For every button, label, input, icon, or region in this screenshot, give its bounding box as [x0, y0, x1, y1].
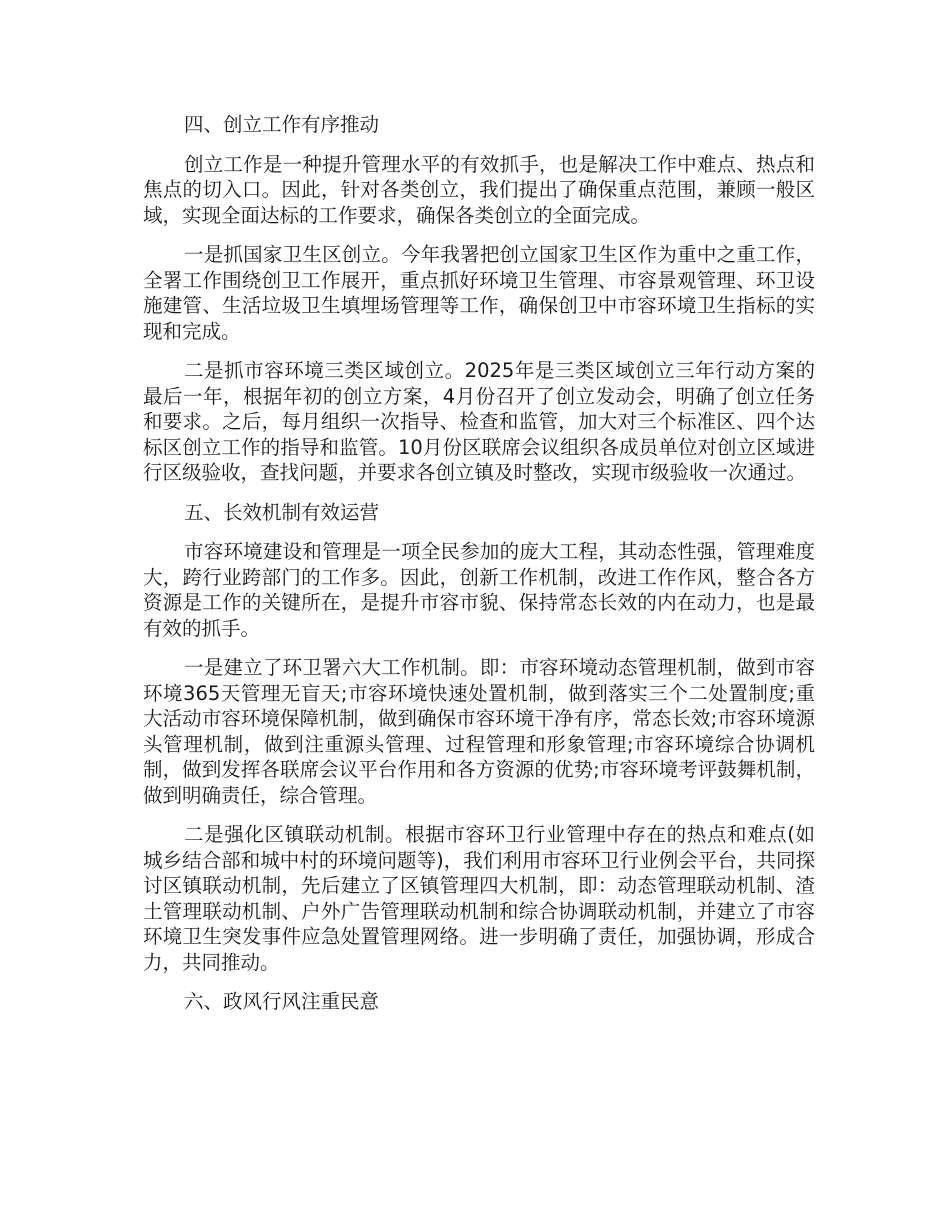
section-5-paragraph-1: 市容环境建设和管理是一项全民参加的庞大工程，其动态性强，管理难度大，跨行业跨部门的工作多。因此，创新工作机制，改进工作作风，整合各方资源是工作的关键所在，是提升市容市貌、保持常态长效的内在动力，也是最有效的抓手。 [143, 540, 815, 640]
section-5-paragraph-2: 一是建立了环卫署六大工作机制。即：市容环境动态管理机制，做到市容环境365天管理无盲天;市容环境快速处置机制，做到落实三个二处置制度;重大活动市容环境保障机制，做到确保市容环境干净有序，常态长效;市容环境源头管理机制，做到注重源头管理、过程管理和形象管理;市容环境综合协调机制，做到发挥各联席会议平台作用和各方资源的优势;市容环境考评鼓舞机制，做到明确责任，综合管理。 [143, 656, 815, 807]
section-6-heading: 六、政风行风注重民意 [184, 990, 380, 1013]
section-4-heading: 四、创立工作有序推动 [184, 113, 380, 136]
section-5-paragraph-3: 二是强化区镇联动机制。根据市容环卫行业管理中存在的热点和难点(如城乡结合部和城中村的环境问题等)，我们利用市容环卫行业例会平台，共同探讨区镇联动机制，先后建立了区镇管理四大机制，即：动态管理联动机制、渣土管理联动机制、户外广告管理联动机制和综合协调联动机制，并建立了市容环境卫生突发事件应急处置管理网络。进一步明确了责任，加强协调，形成合力，共同推动。 [143, 823, 815, 974]
document-body [143, 112, 815, 1029]
section-4-paragraph-1: 创立工作是一种提升管理水平的有效抓手，也是解决工作中难点、热点和焦点的切入口。因此，针对各类创立，我们提出了确保重点范围，兼顾一般区域，实现全面达标的工作要求，确保各类创立的全面完成。 [143, 152, 815, 227]
section-4-paragraph-3: 二是抓市容环境三类区域创立。2025年是三类区域创立三年行动方案的最后一年，根据年初的创立方案，4月份召开了创立发动会，明确了创立任务和要求。之后，每月组织一次指导、检查和监管，加大对三个标准区、四个达标区创立工作的指导和监管。10月份区联席会议组织各成员单位对创立区域进行区级验收，查找问题，并要求各创立镇及时整改，实现市级验收一次通过。 [143, 359, 815, 484]
section-5-heading: 五、长效机制有效运营 [184, 500, 380, 524]
section-4-paragraph-2: 一是抓国家卫生区创立。今年我署把创立国家卫生区作为重中之重工作，全署工作围绕创卫工作展开，重点抓好环境卫生管理、市容景观管理、环卫设施建管、生活垃圾卫生填埋场管理等工作，确保创卫中市容环境卫生指标的实现和完成。 [143, 243, 815, 343]
